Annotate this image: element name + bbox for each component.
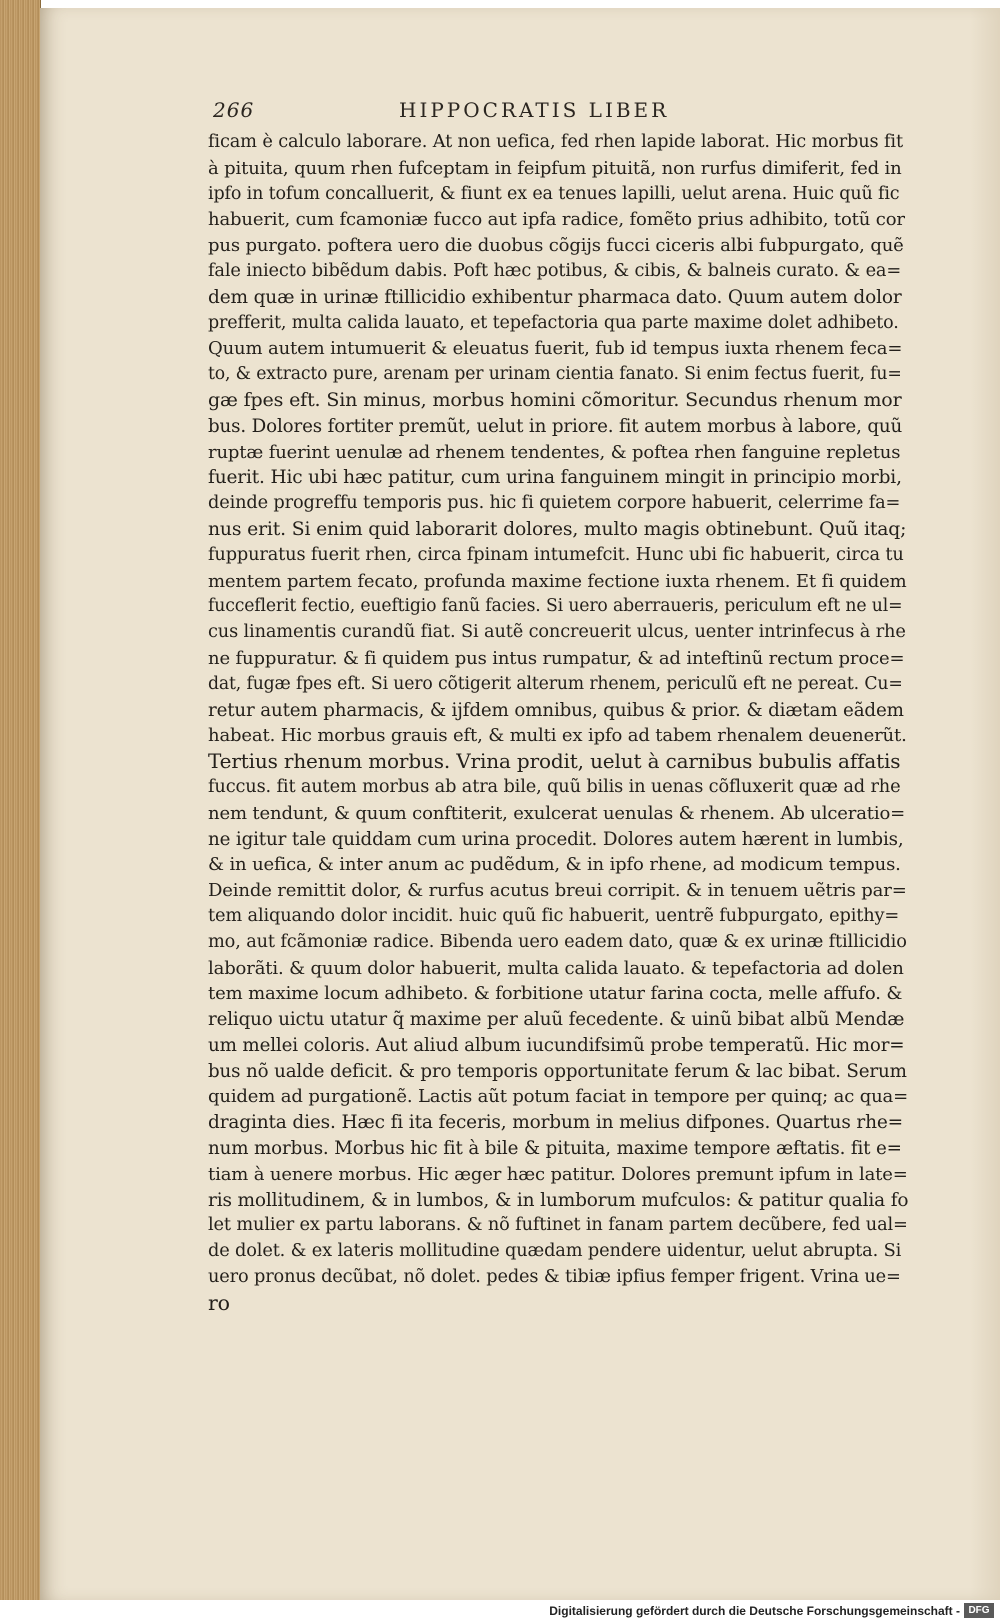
text-line: ficam è calculo laborare. At non uefica, fed rhen lapide laborat. Hic morbus fit — [208, 132, 903, 152]
funding-credit: Digitalisierung gefördert durch die Deutsche Forschungsgemeinschaft - — [549, 1604, 960, 1618]
text-line: fuerit. Hic ubi hæc patitur, cum urina fanguinem mingit in principio morbi, — [208, 467, 902, 489]
text-line: & in uefica, & inter anum ac pudẽdum, & in ipfo rhene, ad modicum tempus. — [208, 854, 901, 876]
digitization-footer — [0, 1600, 1000, 1623]
text-line: retur autem pharmacis, & ijfdem omnibus, quibus & prior. & diætam eãdem — [208, 699, 904, 721]
text-line: fale iniecto bibẽdum dabis. Poft hæc potibus, & cibis, & balneis curato. & ea= — [208, 260, 902, 281]
text-line: reliquo uictu utatur q̃ maxime per aluũ fecedente. & uinũ bibat albũ Mendæ — [208, 1009, 905, 1031]
text-line: tem maxime locum adhibeto. & forbitione utatur farina cocta, melle affufo. & — [208, 983, 903, 1005]
text-line: pus purgato. poftera uero die duobus cõgijs fucci ciceris albi fubpurgato, quẽ — [208, 235, 904, 257]
text-line: uero pronus decũbat, nõ dolet. pedes & tibiæ ipfius femper frigent. Vrina ue= — [208, 1267, 901, 1288]
text-line: dem quæ in urinæ ftillicidio exhibentur pharmaca dato. Quum autem dolor — [208, 286, 902, 308]
text-line: ipfo in tofum concalluerit, & fiunt ex ea tenues lapilli, uelut arena. Huic quũ fic — [208, 183, 900, 204]
text-line: Deinde remittit dolor, & rurfus acutus breui corripit. & in tenuem uẽtris par= — [208, 880, 907, 902]
text-line: ne igitur tale quiddam cum urina procedit. Dolores autem hærent in lumbis, — [208, 828, 904, 850]
text-line: à pituita, quum rhen fufceptam in feipfum pituitã, non rurfus dimiferit, fed in — [208, 157, 902, 179]
text-line: um mellei coloris. Aut aliud album iucundifsimũ probe temperatũ. Hic mor= — [208, 1034, 905, 1056]
text-line: num morbus. Morbus hic fit à bile & pituita, maxime tempore æftatis. fit e= — [208, 1138, 902, 1160]
text-line: mentem partem fecato, profunda maxime fectione iuxta rhenem. Et fi quidem — [208, 570, 907, 592]
text-line: cus linamentis curandũ fiat. Si autẽ concreuerit ulcus, uenter intrinfecus à rhe — [208, 622, 906, 643]
text-line: deinde progreffu temporis pus. hic fi quietem corpore habuerit, celerrime fa= — [208, 493, 901, 514]
text-line: draginta dies. Hæc fi ita feceris, morbum in melius difpones. Quartus rhe= — [208, 1112, 904, 1134]
text-line: tiam à uenere morbus. Hic æger hæc patitur. Dolores premunt ipfum in late= — [208, 1163, 908, 1185]
text-line: let mulier ex partu laborans. & nõ fuftinet in fanam partem decũbere, fed ual= — [208, 1215, 908, 1236]
text-line: ruptæ fuerint uenulæ ad rhenem tendentes, & poftea rhen fanguine repletus — [208, 441, 901, 463]
book-edge — [0, 0, 41, 1600]
text-line: to, & extracto pure, arenam per urinam cientia fanato. Si enim fectus fuerit, fu= — [208, 364, 902, 385]
page-number: 266 — [213, 98, 255, 122]
text-line: nus erit. Si enim quid laborarit dolores, multo magis obtinebunt. Quũ itaq; — [208, 518, 907, 540]
text-line: nem tendunt, & quum conftiterit, exulcerat uenulas & rhenem. Ab ulceratio= — [208, 802, 906, 824]
running-header — [213, 98, 893, 124]
body-text — [208, 130, 908, 1317]
text-line: bus. Dolores fortiter premũt, uelut in priore. fit autem morbus à labore, quũ — [208, 415, 903, 437]
text-line: mo, aut fcãmoniæ radice. Bibenda uero eadem dato, quæ & ex urinæ ftillicidio — [208, 931, 907, 952]
text-line: habeat. Hic morbus grauis eft, & multi ex ipfo ad tabem rhenalem deuenerũt. — [208, 725, 907, 747]
text-line: bus nõ ualde deficit. & pro temporis opportunitate ferum & lac bibat. Serum — [208, 1060, 907, 1082]
text-line: fucceflerit fectio, eueftigio fanũ facies. Si uero aberraueris, periculum eft ne ul= — [208, 596, 903, 617]
text-line: Tertius rhenum morbus. Vrina prodit, uelut à carnibus bubulis affatis — [208, 749, 901, 774]
text-line: ris mollitudinem, & in lumbos, & in lumborum mufculos: & patitur qualia fo — [208, 1189, 909, 1211]
text-line: laborãti. & quum dolor habuerit, multa calida lauato. & tepefactoria ad dolen — [208, 957, 904, 979]
text-line: gæ fpes eft. Sin minus, morbus homini cõmoritur. Secundus rhenum mor — [208, 388, 902, 411]
text-line: prefferit, multa calida lauato, et tepefactoria qua parte maxime dolet adhibeto. — [208, 312, 899, 333]
text-line: tem aliquando dolor incidit. huic quũ fic habuerit, uentrẽ fubpurgato, epithy= — [208, 905, 900, 926]
text-line: de dolet. & ex lateris mollitudine quædam pendere uidentur, uelut abrupta. Si — [208, 1241, 902, 1262]
running-title: HIPPOCRATIS LIBER — [399, 98, 670, 122]
text-line: fuccus. fit autem morbus ab atra bile, quũ bilis in uenas cõfluxerit quæ ad rhe — [208, 776, 901, 797]
text-line: fuppuratus fuerit rhen, circa fpinam intumefcit. Hunc ubi fic habuerit, circa tu — [208, 544, 904, 565]
text-line: dat, fugæ fpes eft. Si uero cõtigerit alterum rhenem, periculũ eft ne pereat. Cu= — [208, 673, 903, 694]
text-line: ne fuppuratur. & fi quidem pus intus rumpatur, & ad inteftinũ rectum proce= — [208, 647, 905, 669]
text-line: quidem ad purgationẽ. Lactis aũt potum faciat in tempore per quinq; ac qua= — [208, 1086, 909, 1108]
text-line: ro — [208, 1290, 230, 1315]
dfg-logo: DFG — [964, 1603, 994, 1618]
text-line: Quum autem intumuerit & eleuatus fuerit, fub id tempus iuxta rhenem feca= — [208, 338, 903, 360]
text-line: habuerit, cum fcamoniæ fucco aut ipfa radice, fomẽto prius adhibito, totũ cor — [208, 209, 905, 231]
